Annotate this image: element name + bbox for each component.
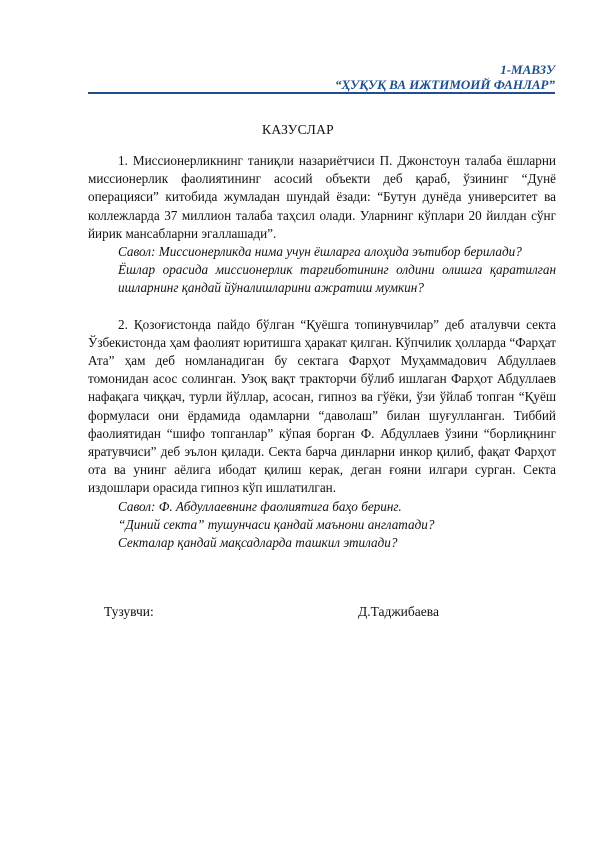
topic-number: 1-МАВЗУ bbox=[500, 62, 555, 77]
document-body bbox=[88, 152, 556, 552]
author-label: Тузувчи: bbox=[104, 604, 154, 619]
case-1-text: 1. Миссионерликнинг таниқли назариётчиси П. Джонстоун талаба ёшларни миссионерлик фаолиятининг асосий объекти деб қараб, ўзининг “Дунё операцияси” китобида жумладан шундай ёзади: “Бутун дунёда университет ва коллежларда 37 миллион талаба таҳсил олади. Уларнинг кўплари 20 йилдан сўнг йирик мансабларни эгаллашади”. bbox=[88, 153, 556, 241]
spacer bbox=[88, 298, 556, 316]
case-2-question-2: “Диний секта” тушунчаси қандай маънони англатади? bbox=[118, 516, 435, 532]
topic-header bbox=[335, 62, 555, 92]
header-divider bbox=[88, 92, 555, 94]
page-title: КАЗУСЛАР bbox=[262, 122, 334, 137]
author-name: Д.Таджибаева bbox=[358, 604, 439, 619]
case-2-text: 2. Қозоғистонда пайдо бўлган “Қуёшга топинувчилар” деб аталувчи секта Ўзбекистонда ҳам фаолият юритишга ҳаракат қилган. Кўпчилик ҳолларда “Фарҳат Ата” ҳам деб номланадиган бу сектага Фарҳот Муҳаммадович Абдуллаев томонидан асос солинган. Узоқ вақт тракторчи бўлиб ишлаган Фарҳот Абдуллаев нафақага чиққач, турли йўллар, асосан, гипноз ва гўёки, ўзи ўйлаб топган “Қуёш формуласи они ёрдамида одамларни “даволаш” билан шуғулланган. Тиббий фаолиятидан “шифо топганлар” кўпая борган Ф. Абдуллаев ўзини “борлиқнинг яратувчиси” деб эълон қилади. Секта барча динларни инкор қилиб, фақат Фарҳот ота ва унинг аёлига ибодат қилиш керак, деган ғояни илгари сурган. Секта издошлари орасида гипноз кўп ишлатилган. bbox=[88, 316, 556, 496]
case-2-question-3: Секталар қандай мақсадларда ташкил этилади? bbox=[118, 535, 398, 551]
subject-name: “ҲУҚУҚ ВА ИЖТИМОИЙ ФАНЛАР” bbox=[335, 77, 555, 92]
case-1-question-1: Савол: Миссионерликда нима учун ёшларга алоҳида эътибор берилади? bbox=[118, 244, 522, 260]
case-2-question-1: Савол: Ф. Абдуллаевнинг фаолиятига баҳо беринг. bbox=[118, 498, 402, 514]
case-1-question-2: Ёшлар орасида миссионерлик тарғиботининг олдини олишга қаратилган ишларнинг қандай йўналишларини ажратиш мумкин? bbox=[118, 262, 556, 296]
